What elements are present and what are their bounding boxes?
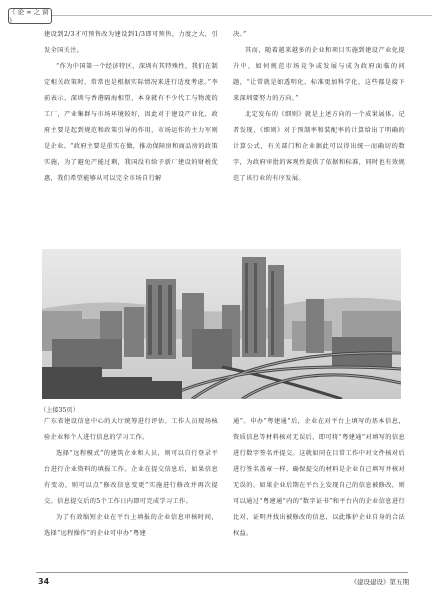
column-bottom-left [44, 414, 218, 542]
journal-name: 《建设建设》第五期 [350, 578, 409, 586]
paragraph: 广东省建设信息中心的大厅统筹进行评估。工作人员现场核验企业和个人进行信息的学习工作。 [44, 418, 218, 441]
column-bottom-right [233, 414, 405, 542]
city-skyline-illustration [42, 249, 401, 399]
continued-caption: （上接35页） [40, 407, 79, 414]
paragraph: “作为中国第一个经济特区，深圳有其特殊性，我们在制定相关政策时，常常也是根据实际情况来进行适度考虑。”李前表示，深圳与香港隔海相望，本身就有不少代工与物流的工厂，产业集群与市场环境较好，因此对于建设产业化，政府主要是起到规范和政策引导的作用，市场运作的主力军则是企业。“政府主要是重实在做，推动保障房和商品房的政策实施，为了避免产能过剩，我国没有给予新厂建设的财税优惠，我们希望能够从可以完全市场自行解 [44, 63, 218, 182]
header-rule [52, 15, 432, 16]
paragraph: 为了有效缩短企业在平台上填报的企业信息审核时间，选择“远程操作”的企业可申办“粤建 [44, 514, 218, 537]
paragraph: 其而，随着越来越多的企业和项目实施到建设产业化提升中，如何规范市场竞争或发展与成为政府面临的问题，“让常就是如透明化，标准更加科学化，这些都是接下来深圳要努力的方向。” [233, 47, 405, 102]
paragraph: 通”。申办“粤建通”后，企业在对平台上填写的基本信息，资质信息等材料核对无误后，即可将“粤建通”对填写的信息进行数字签名并提交。这就如同在目常工作中对文件核对后进行签名盖章一样，确保提交的材料是企业自己填写并核对无误的。如果企业后期在平台上发现自己的信息被修改，则可以通过“粤建通”内的“数字证书”和平台内的企业信息进行比对，证明并找出被修改的信息，以此维护企业自身的合法权益。 [233, 418, 405, 537]
column-top-right [233, 27, 405, 187]
city-skyline-photo [42, 249, 401, 399]
section-tag: 《 论 ∞ 之 窗 》 [8, 8, 52, 24]
footer-rule [36, 572, 408, 573]
column-top-left [44, 27, 218, 187]
paragraph: 决。” [233, 31, 247, 38]
page-number: 34 [38, 577, 50, 586]
paragraph: 北定发布的《细则》就是上述方向的一个成果展体。记者发现，《细则》对于预制率和装配率的计算给出了明确的计算公式，有关部门和企业据此可以得出统一而确切的数字，为政府审批的客观性提供了依据和标准，同时也有效规范了该行业的有序发展。 [233, 111, 405, 182]
paragraph: 选择“远程模式”的建筑企业和人员，则可以自行登录平台进行企业资料的填报工作。企业在提交信息后，如果信息有变动，则可以点“修改信息变更”实施进行修改并再次提交。信息提交后的5个工作日内即可完成学习工作。 [44, 450, 218, 505]
paragraph: 建设到2/3才可预售改为建设到1/3即可预售，力度之大，引发全国关注。 [44, 31, 218, 54]
